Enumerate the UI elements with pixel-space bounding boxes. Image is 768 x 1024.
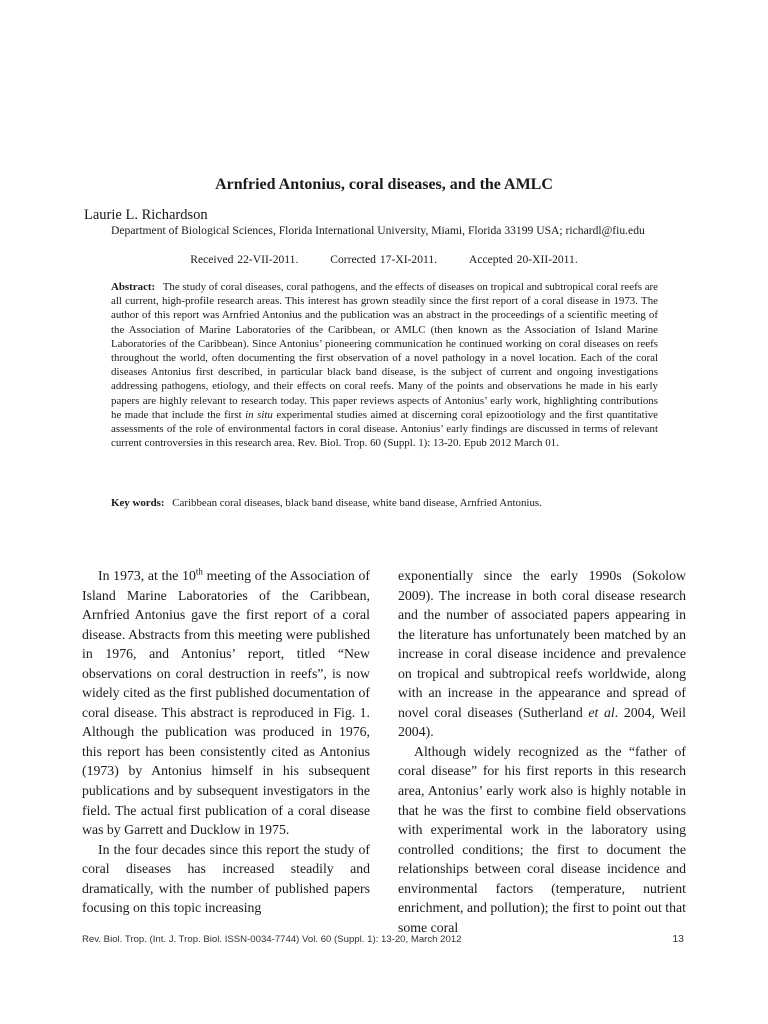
- body-italic: et al: [588, 704, 615, 720]
- body-text: meeting of the Association of Island Marine Laboratories of the Caribbean, Arnfried Antonius gave the first report of a coral disease. Abstracts from this meeting were published in 1976, and Antonius’ report, titled “New observations on coral destruction in reefs”, is now widely cited as the first published documentation of coral disease. This abstract is reproduced in Fig. 1. Although the publication was produced in 1976, this report has been consistently cited as Antonius (1973) by Antonius himself in his subsequent publications and by subsequent investigators in the field. The actual first publication of a coral disease was by Garrett and Ducklow in 1975.: [82, 568, 370, 838]
- abstract-text-part-b: experimental studies aimed at discerning coral epizootiology and the first quantitative assessments of the role of environmental factors in coral disease. Antonius’ early findings are discussed in terms of relevant current controversies in this research area. Rev. Biol. Trop. 60 (Suppl. 1): 13-20. Epub 2012 March 01.: [111, 408, 658, 450]
- received-date: Received 22-VII-2011.: [190, 253, 299, 266]
- abstract: [111, 280, 658, 450]
- keywords-text: Caribbean coral diseases, black band disease, white band disease, Arnfried Antonius.: [172, 497, 542, 509]
- abstract-text-part-a: The study of coral diseases, coral pathogens, and the effects of diseases on tropical and subtropical coral reefs are all current, high-profile research areas. This interest has grown steadily since the first report of a coral disease in 1973. The author of this report was Arnfried Antonius and the publication was an abstract in the proceedings of a scientific meeting of the Association of Marine Laboratories of the Caribbean, or AMLC (then known as the Association of Island Marine Laboratories of the Caribbean). Since Antonius’ pioneering communication he continued working on coral diseases on reefs throughout the world, often documenting the first observation of a novel pathology in a novel location. Each of the coral diseases Antonius first described, in particular black band disease, is the subject of current and ongoing investigations addressing pathogens, etiology, and their effects on coral reefs. Many of the points and observations he made in his early papers are highly relevant to research today. This paper reviews aspects of Antonius’ early work, highlighting contributions he made that include the first: [111, 281, 659, 421]
- page-number: 13: [672, 933, 684, 945]
- author-affiliation: Department of Biological Sciences, Florida International University, Miami, Florida 33199 USA; richardl@fiu.edu: [111, 224, 645, 237]
- keywords: [111, 496, 658, 510]
- ordinal-superscript: th: [195, 566, 203, 577]
- accepted-date: Accepted 20-XII-2011.: [468, 253, 578, 266]
- body-column-right: [398, 566, 686, 937]
- abstract-italic-term: in situ: [245, 408, 273, 421]
- article-dates: [0, 253, 768, 266]
- body-column-left: [82, 566, 370, 918]
- body-paragraph: [82, 566, 370, 840]
- abstract-label: Abstract:: [111, 281, 156, 293]
- article-title: Arnfried Antonius, coral diseases, and the AMLC: [215, 176, 553, 193]
- journal-citation: Rev. Biol. Trop. (Int. J. Trop. Biol. ISSN-0034-7744) Vol. 60 (Suppl. 1): 13-20, March 2012: [82, 934, 462, 945]
- author-name: Laurie L. Richardson: [84, 207, 208, 223]
- body-paragraph: In the four decades since this report the study of coral diseases has increased steadily and dramatically, with the number of published papers focusing on this topic increasing: [82, 841, 370, 916]
- body-paragraph: Although widely recognized as the “father of coral disease” for his first reports in this research area, Antonius’ early work also is highly notable in that he was the first to combine field observations with experimental work in the laboratory using controlled conditions; the first to document the relationships between coral disease incidence and environmental factors (temperature, nutrient enrichment, and pollution); the first to point out that some coral: [398, 743, 686, 935]
- body-paragraph: [398, 566, 686, 742]
- corrected-date: Corrected 17-XI-2011.: [330, 253, 438, 266]
- body-text: In 1973, at the 10: [98, 568, 196, 583]
- body-text: . 2004, Weil 2004).: [398, 704, 686, 740]
- body-text: exponentially since the early 1990s (Sokolow 2009). The increase in both coral disease research and the number of associated papers appearing in the literature has unfortunately been matched by an increase in coral disease incidence and prevalence on tropical and subtropical reefs worldwide, along with an increase in the appearance and spread of novel coral diseases (Sutherland: [398, 568, 686, 720]
- keywords-label: Key words:: [111, 497, 165, 509]
